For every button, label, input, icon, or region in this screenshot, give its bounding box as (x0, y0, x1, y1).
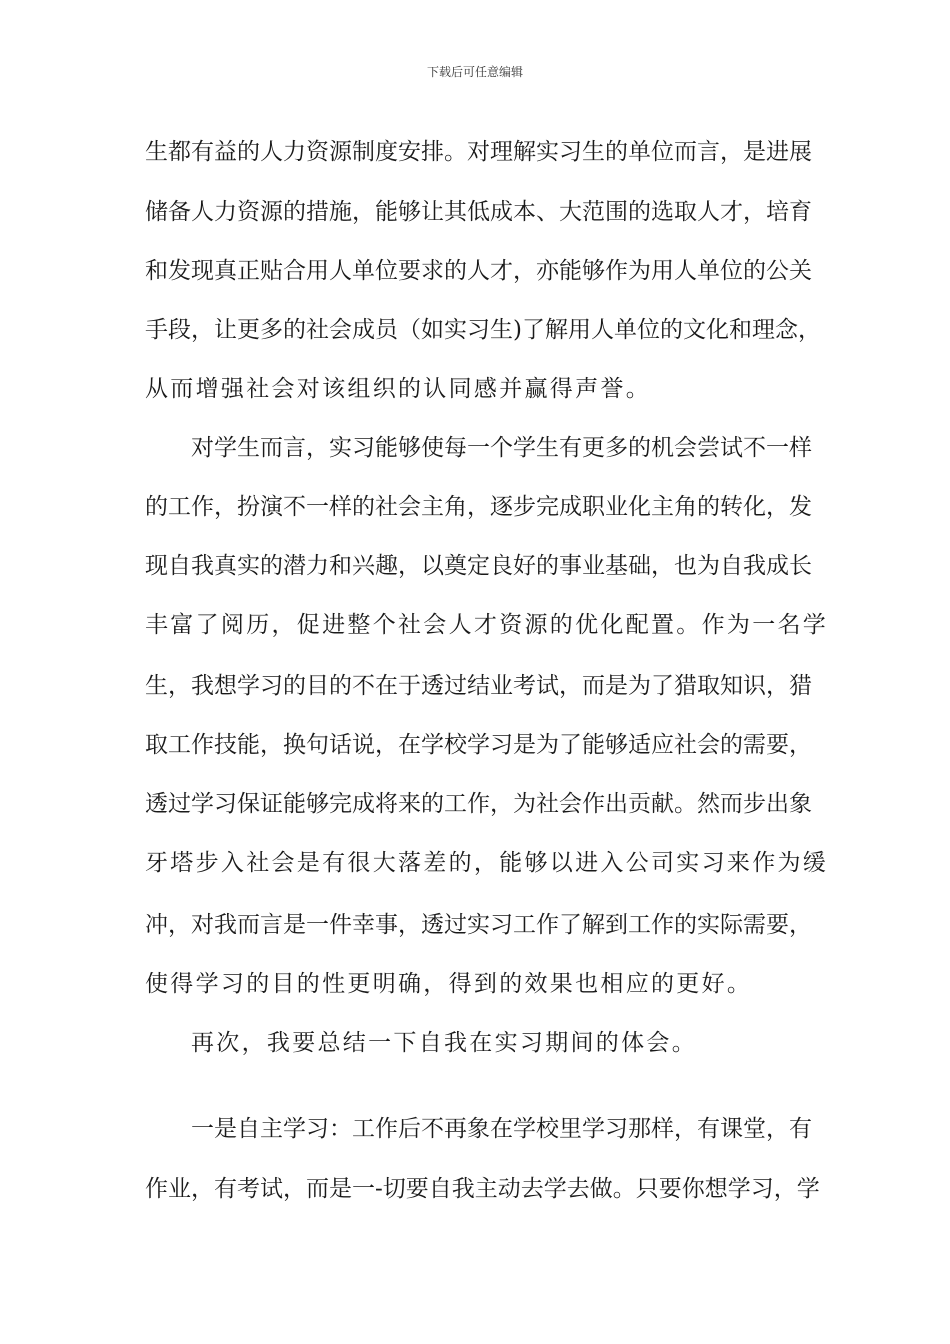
body-text-line: 透过学习保证能够完成将来的工作，为社会作出贡献。然而步出象 (145, 791, 812, 817)
body-text-line: 使得学习的目的性更明确，得到的效果也相应的更好。 (145, 971, 753, 997)
body-text-line: 丰富了阅历，促进整个社会人才资源的优化配置。作为一名学 (145, 612, 829, 638)
body-text-line: 一是自主学习：工作后不再象在学校里学习那样，有课堂，有 (191, 1116, 812, 1142)
body-text-line: 手段，让更多的社会成员（如实习生)了解用人单位的文化和理念， (145, 317, 821, 343)
body-text-line: 从而增强社会对该组织的认同感并赢得声誉。 (145, 376, 651, 402)
body-text-line: 的工作，扮演不一样的社会主角，逐步完成职业化主角的转化，发 (145, 494, 812, 520)
body-text-line: 和发现真正贴合用人单位要求的人才，亦能够作为用人单位的公关 (145, 258, 812, 284)
body-text-line: 储备人力资源的措施，能够让其低成本、大范围的选取人才，培育 (145, 199, 812, 225)
body-text-line: 再次，我要总结一下自我在实习期间的体会。 (191, 1030, 697, 1056)
body-text-line: 生都有益的人力资源制度安排。对理解实习生的单位而言，是进展 (145, 139, 812, 165)
body-text-line: 对学生而言，实习能够使每一个学生有更多的机会尝试不一样 (191, 435, 812, 461)
page-header: 下载后可任意编辑 (426, 65, 523, 79)
body-text-line: 取工作技能，换句话说，在学校学习是为了能够适应社会的需要， (145, 732, 812, 758)
body-text-line: 生，我想学习的目的不在于透过结业考试，而是为了猎取知识，猎 (145, 673, 812, 699)
body-text-line: 作业，有考试，而是一-切要自我主动去学去做。只要你想学习，学 (145, 1176, 820, 1202)
body-text-line: 牙塔步入社会是有很大落差的，能够以进入公司实习来作为缓 (145, 850, 829, 876)
body-text-line: 现自我真实的潜力和兴趣，以奠定良好的事业基础，也为自我成长 (145, 553, 812, 579)
body-text-line: 冲，对我而言是一件幸事，透过实习工作了解到工作的实际需要， (145, 912, 812, 938)
